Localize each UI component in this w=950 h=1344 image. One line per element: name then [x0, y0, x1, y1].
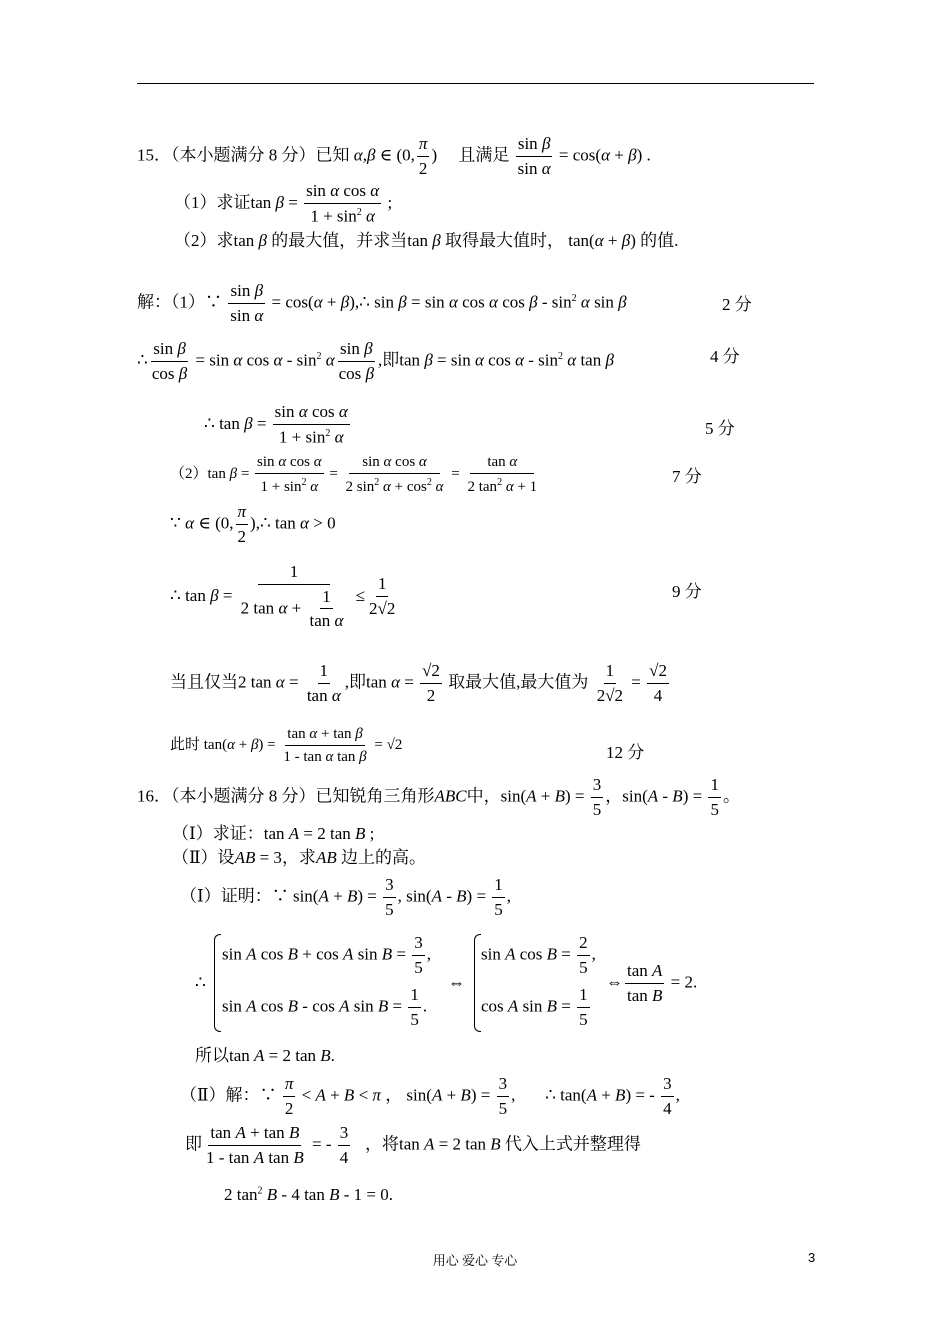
problem-15-statement: 15．（本小题满分 8 分）已知 α,β ∈ (0, $\frac{\pi}{2}$ ) 且满足 $\frac{\text{sin β}}{\text{sin α}}$ = cos(α + β) . [137, 134, 651, 178]
score-12: 12 分 [606, 743, 645, 762]
score-9: 9 分 [672, 582, 702, 601]
sol15-line6: ∴ tan β = 1 2 tan α + $\frac{1}{\text{tan α}}$ ≤ $\frac{1}{2√2}$ [170, 562, 396, 631]
sol16-sys2-eq2: cos A sin B = $\frac{1}{5}$ [481, 985, 588, 1029]
problem-15-part1: （1）求证tan β = $\frac{\text{sin α cos α}}{1 + \sin^2 \alpha}$ ; [174, 181, 393, 226]
sol16-sys1-eq2: sin A cos B - cos A sin B = $\frac{1}{5}$ . [222, 985, 428, 1029]
score-2: 2 分 [722, 295, 752, 314]
sol15-line2: ∴ $\frac{\text{sin β}}{\text{cos β}}$ = sin α cos α - $\sin^2 \alpha$ $\frac{\text{sin β}}{\text{cos β}}$ ,即tan β = sin α cos α - $\sin^2 \alpha$ tan β [137, 339, 614, 383]
score-4: 4 分 [710, 347, 740, 366]
sol15-line3: ∴ tan β = $\frac{\text{sin α cos α}}{1 + \sin^2 \alpha}$ [204, 402, 348, 447]
page-number: 3 [808, 1250, 816, 1265]
sol16-tan-sum: 即 $\frac{\text{tan A + tan B}}{\text{1 - tan A tan B}}$ = - $\frac{3}{4}$ ，将tan A = 2 tan B 代入上式并整理得 [185, 1123, 641, 1167]
left-brace-2 [474, 934, 481, 1032]
problem-16-part1: （Ⅰ）求证：tan A = 2 tan B ; [172, 824, 375, 843]
sol16-line1: （Ⅰ）证明：∵ sin(A + B) = $\frac{3}{5}$ , sin(A - B) = $\frac{1}{5}$ , [180, 875, 512, 919]
sol16-sys1-eq1: sin A cos B + cos A sin B = $\frac{3}{5}$ , [222, 933, 432, 977]
sol16-sys2-eq1: sin A cos B = $\frac{2}{5}$ , [481, 933, 596, 977]
sol16-ratio: ⇔ $\frac{\text{tan A}}{\text{tan B}}$ = 2. [606, 961, 698, 1005]
problem-15-part2: （2）求tan β 的最大值，并求当tan β 取得最大值时， tan(α + β) 的值. [174, 231, 679, 250]
problem-16-part2: （Ⅱ）设AB = 3，求AB 边上的高。 [172, 848, 426, 867]
iff-1: ⇔ [448, 973, 465, 992]
score-7: 7 分 [672, 467, 702, 486]
sol15-line4: （2）tan β = $\frac{\text{sin α cos α}}{1 + \sin^2 \alpha}$ = $\frac{\text{sin α cos α}}{2 \sin^2 \alpha + \cos^2 \alpha}$ = $\frac{\text{tan α}}{2 \tan^2 \alpha + 1}$ [170, 454, 538, 495]
sol15-line5: ∵ α ∈ (0, $\frac{\pi}{2}$ ),∴ tan α > 0 [170, 502, 336, 546]
sol15-line8: 此时 tan(α + β) = $\frac{\text{tan α + tan β}}{\text{1 - tan α tan β}}$ = √2 [170, 726, 403, 765]
page-footer: 用心 爱心 专心 [432, 1253, 518, 1268]
sol16-quadratic: 2 $\tan^2 B - 4$ tan B - 1 = 0. [224, 1185, 393, 1204]
sol15-line1: 解：（1）∵ $\frac{\text{sin β}}{\text{sin α}}$ = cos(α + β),∴ sin β = sin α cos α cos β - $\sin^2 \alpha$ sin β [137, 281, 627, 325]
sol16-therefore: ∴ [195, 973, 206, 992]
problem-16-statement: 16．（本小题满分 8 分）已知锐角三角形ABC中，sin(A + B) = $\frac{3}{5}$ ，sin(A - B) = $\frac{1}{5}$ 。 [137, 775, 740, 819]
header-rule [137, 83, 814, 84]
left-brace-1 [214, 934, 221, 1032]
sol15-line7: 当且仅当2 tan α = $\frac{1}{\text{tan α}}$ ,即tan α = $\frac{√2}{2}$ 取最大值,最大值为 $\frac{1}{2√2}$ = $\frac{√2}{4}$ [170, 661, 667, 705]
sol16-part2: （Ⅱ）解：∵ $\frac{\pi}{2}$ < A + B < π ， sin(A + B) = $\frac{3}{5}$ , ∴ tan(A + B) = - $\frac{3}{4}$ , [180, 1074, 680, 1118]
score-5: 5 分 [705, 419, 735, 438]
sol16-conclusion: 所以tan A = 2 tan B. [195, 1046, 335, 1065]
